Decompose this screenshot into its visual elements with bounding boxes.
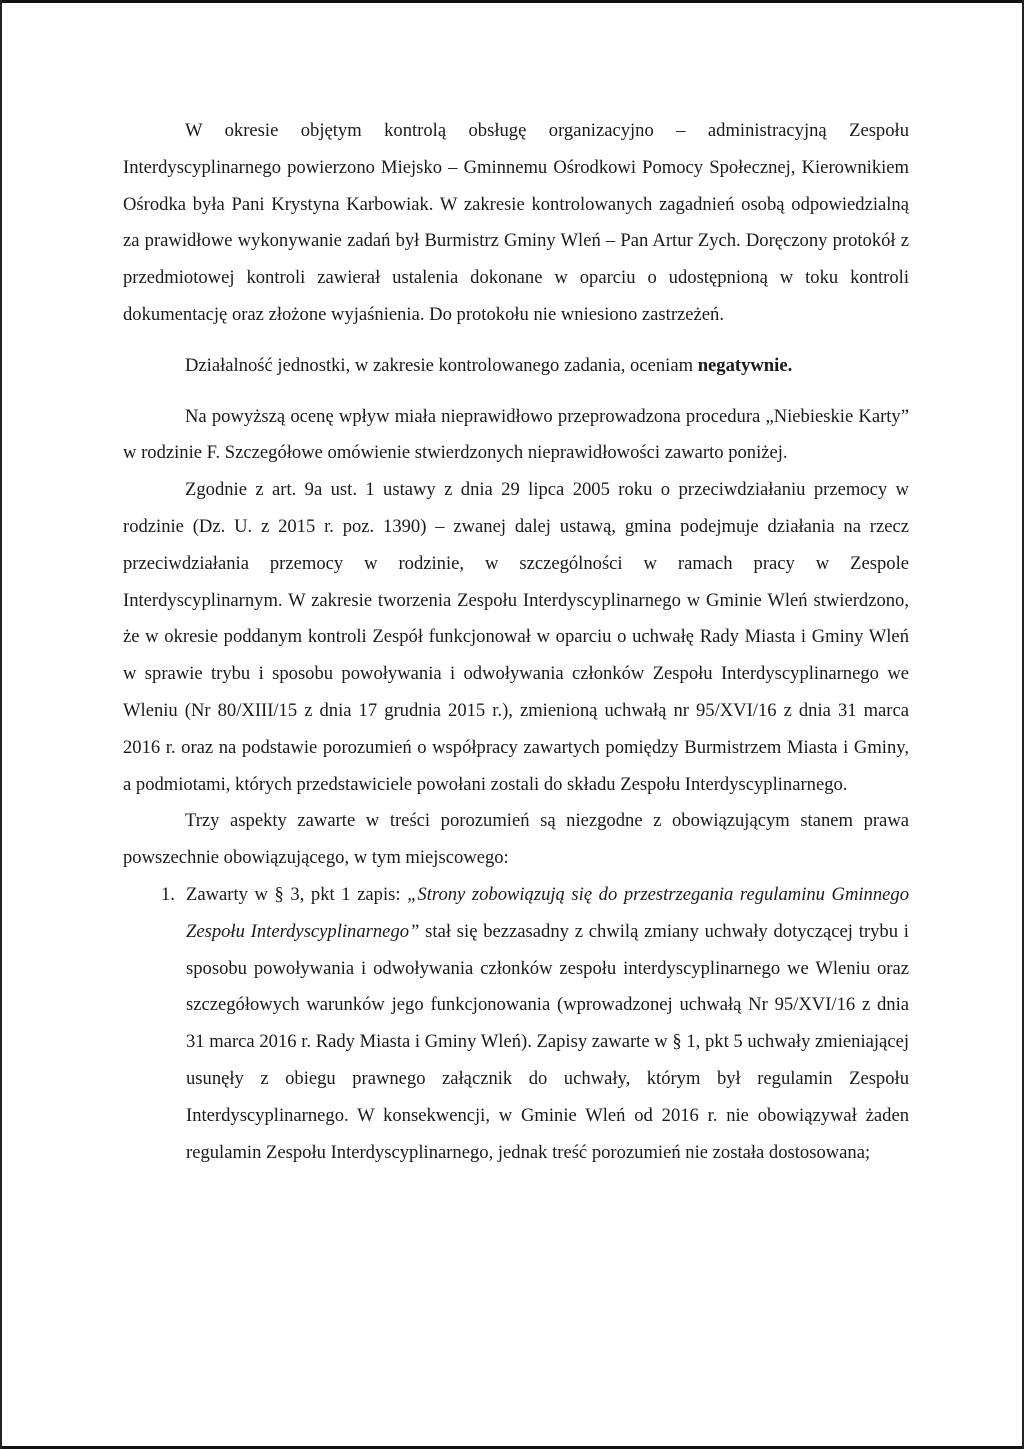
paragraph-assessment-reason: Na powyższą ocenę wpływ miała nieprawidłowo przeprowadzona procedura „Niebieskie Karty” w rodzinie F. Szczegółowe omówienie stwierdzonych nieprawidłowości zawarto poniżej. bbox=[123, 405, 909, 464]
issue-number: 1. bbox=[161, 883, 175, 905]
issue-quote: „Strony zobowiązują się do przestrzegania regulaminu Gminnego Zespołu Interdyscyplinarnego” bbox=[186, 883, 909, 942]
issue-text-before: Zawarty w § 3, pkt 1 zapis: bbox=[186, 883, 408, 905]
assessment-verdict: negatywnie. bbox=[697, 354, 793, 376]
issues-list bbox=[123, 877, 909, 1171]
paragraph-legal-basis: Zgodnie z art. 9a ust. 1 ustawy z dnia 29 lipca 2005 roku o przeciwdziałaniu przemocy w rodzinie (Dz. U. z 2015 r. poz. 1390) – zwanej dalej ustawą, gmina podejmuje działania na rzecz przeciwdziałania przemocy w rodzinie, w szczególności w ramach pracy w Zespole Interdyscyplinarnym. W zakresie tworzenia Zespołu Interdyscyplinarnego w Gminie Wleń stwierdzono, że w okresie poddanym kontroli Zespół funkcjonował w oparciu o uchwałę Rady Miasta i Gminy Wleń w sprawie trybu i sposobu powoływania i odwoływania członków Zespołu Interdyscyplinarnego we Wleniu (Nr 80/XIII/15 z dnia 17 grudnia 2015 r.), zmienioną uchwałą nr 95/XVI/16 z dnia 31 marca 2016 r. oraz na podstawie porozumień o współpracy zawartych pomiędzy Burmistrzem Miasta i Gminy, a podmiotami, których przedstawiciele powołani zostali do składu Zespołu Interdyscyplinarnego. bbox=[123, 479, 909, 795]
paragraph-control-scope: W okresie objętym kontrolą obsługę organizacyjno – administracyjną Zespołu Interdyscyplinarnego powierzono Miejsko – Gminnemu Ośrodkowi Pomocy Społecznej, Kierownikiem Ośrodka była Pani Krystyna Karbowiak. W zakresie kontrolowanych zagadnień osobą odpowiedzialną za prawidłowe wykonywanie zadań był Burmistrz Gminy Wleń – Pan Artur Zych. Doręczony protokół z przedmiotowej kontroli zawierał ustalenia dokonane w oparciu o udostępnioną w toku kontroli dokumentację oraz złożone wyjaśnienia. Do protokołu nie wniesiono zastrzeżeń. bbox=[123, 120, 909, 325]
assessment-text: Działalność jednostki, w zakresie kontrolowanego zadania, oceniam bbox=[185, 354, 698, 376]
issue-text-after: stał się bezzasadny z chwilą zmiany uchwały dotyczącej trybu i sposobu powoływania i odwoływania członków zespołu interdyscyplinarnego we Wleniu oraz szczegółowych warunków jego funkcjonowania (wprowadzonej uchwałą Nr 95/XVI/16 z dnia 31 marca 2016 r. Rady Miasta i Gminy Wleń). Zapisy zawarte w § 1, pkt 5 uchwały zmieniającej usunęły z obiegu prawnego załącznik do uchwały, którym był regulamin Zespołu Interdyscyplinarnego. W konsekwencji, w Gminie Wleń od 2016 r. nie obowiązywał żaden regulamin Zespołu Interdyscyplinarnego, jednak treść porozumień nie została dostosowana; bbox=[186, 920, 909, 1163]
scan-edge-top bbox=[0, 0, 1024, 3]
issue-item-1 bbox=[123, 877, 909, 1171]
scan-edge-left bbox=[0, 0, 2, 1449]
paragraph-agreement-issues: Trzy aspekty zawarte w treści porozumień są niezgodne z obowiązującym stanem prawa powszechnie obowiązującego, w tym miejscowego: bbox=[123, 810, 909, 869]
document-body bbox=[123, 113, 909, 1171]
paragraph-assessment bbox=[123, 348, 909, 385]
